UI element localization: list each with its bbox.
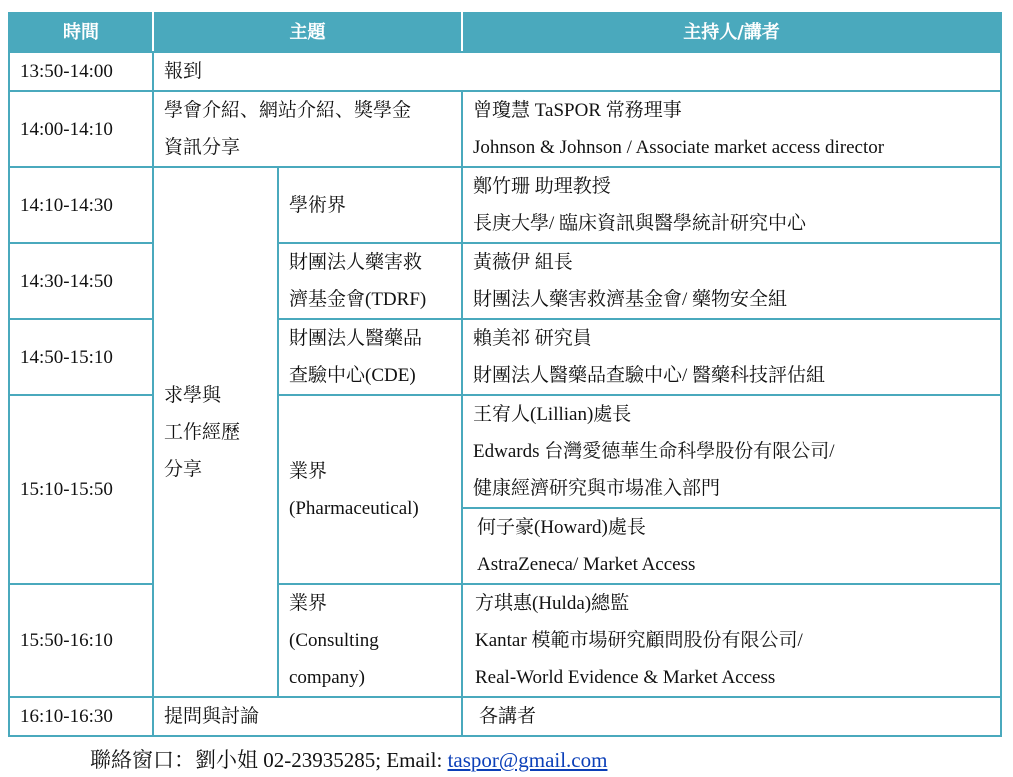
host-affiliation: Edwards 台灣愛德華生命科學股份有限公司/ xyxy=(473,441,835,462)
host-affiliation: Real-World Evidence & Market Access xyxy=(475,667,776,688)
group-cell xyxy=(153,167,278,697)
time-cell: 14:10-14:30 xyxy=(9,167,153,243)
subtopic-line: 財團法人藥害救 xyxy=(289,252,423,273)
time-cell: 14:30-14:50 xyxy=(9,243,153,319)
host-name: 何子豪(Howard)處長 xyxy=(477,517,646,538)
host-name: 賴美祁 研究員 xyxy=(473,328,592,349)
subtopic-line: 學術界 xyxy=(289,194,347,216)
host-affiliation: AstraZeneca/ Market Access xyxy=(477,554,696,575)
host-affiliation: Kantar 模範市場研究顧問股份有限公司/ xyxy=(475,630,803,651)
subtopic-line: 濟基金會(TDRF) xyxy=(289,289,427,310)
host-affiliation: 財團法人醫藥品查驗中心/ 醫藥科技評估組 xyxy=(473,365,826,386)
host-cell xyxy=(462,167,1001,243)
group-line: 求學與 xyxy=(164,384,222,406)
host-affiliation: 長庚大學/ 臨床資訊與醫學統計研究中心 xyxy=(473,213,807,234)
topic-line: 資訊分享 xyxy=(164,137,241,158)
topic-cell xyxy=(153,91,462,167)
host-cell xyxy=(462,395,1001,584)
time-cell: 15:50-16:10 xyxy=(9,584,153,697)
time-cell: 16:10-16:30 xyxy=(9,697,153,736)
table-row xyxy=(9,52,1001,91)
subtopic-cell xyxy=(278,395,462,584)
host-name: 方琪惠(Hulda)總監 xyxy=(475,593,630,614)
host-name: 曾瓊慧 TaSPOR 常務理事 xyxy=(473,100,682,121)
host-affiliation: 財團法人藥害救濟基金會/ 藥物安全組 xyxy=(473,289,788,310)
contact-label: 聯絡窗口：劉小姐 02-23935285; Email: xyxy=(90,748,448,772)
table-row xyxy=(9,697,1001,736)
host-affiliation: Johnson & Johnson / Associate market access director xyxy=(473,137,885,158)
group-line: 工作經歷 xyxy=(164,421,241,443)
host-affiliation: 健康經濟研究與市場准入部門 xyxy=(473,478,721,499)
time-cell: 13:50-14:00 xyxy=(9,52,153,91)
subtopic-cell xyxy=(278,584,462,697)
subtopic-line: 查驗中心(CDE) xyxy=(289,365,416,386)
subtopic-line: company) xyxy=(289,667,365,688)
topic-cell: 提問與討論 xyxy=(153,697,462,736)
subtopic-cell xyxy=(278,243,462,319)
host-name: 黃薇伊 組長 xyxy=(473,252,573,273)
subtopic-cell xyxy=(278,319,462,395)
group-line: 分享 xyxy=(164,458,203,480)
subtopic-line: (Consulting xyxy=(289,630,379,651)
subtopic-line: 財團法人醫藥品 xyxy=(289,328,423,349)
contact-line xyxy=(90,744,607,774)
host-cell xyxy=(462,584,1001,697)
host-cell: 各講者 xyxy=(462,697,1001,736)
host-cell xyxy=(462,243,1001,319)
header-time: 時間 xyxy=(9,13,153,52)
subtopic-line: 業界 xyxy=(289,593,328,614)
header-row xyxy=(9,13,1001,52)
header-topic: 主題 xyxy=(153,13,462,52)
host-name: 王宥人(Lillian)處長 xyxy=(473,404,632,425)
subtopic-cell xyxy=(278,167,462,243)
topic-line: 學會介紹、網站介紹、獎學金 xyxy=(164,100,412,121)
time-cell: 14:50-15:10 xyxy=(9,319,153,395)
schedule-table xyxy=(8,12,1002,737)
time-cell: 14:00-14:10 xyxy=(9,91,153,167)
topic-cell: 報到 xyxy=(153,52,1001,91)
contact-email-link[interactable]: taspor@gmail.com xyxy=(447,748,608,772)
subtopic-line: 業界 xyxy=(289,460,328,482)
table-row xyxy=(9,91,1001,167)
table-row xyxy=(9,167,1001,243)
time-cell: 15:10-15:50 xyxy=(9,395,153,584)
header-host: 主持人/講者 xyxy=(462,13,1001,52)
host-block xyxy=(463,396,1000,509)
host-cell xyxy=(462,91,1001,167)
host-block xyxy=(463,509,1000,583)
subtopic-line: (Pharmaceutical) xyxy=(289,497,419,519)
host-cell xyxy=(462,319,1001,395)
host-name: 鄭竹珊 助理教授 xyxy=(473,176,611,197)
